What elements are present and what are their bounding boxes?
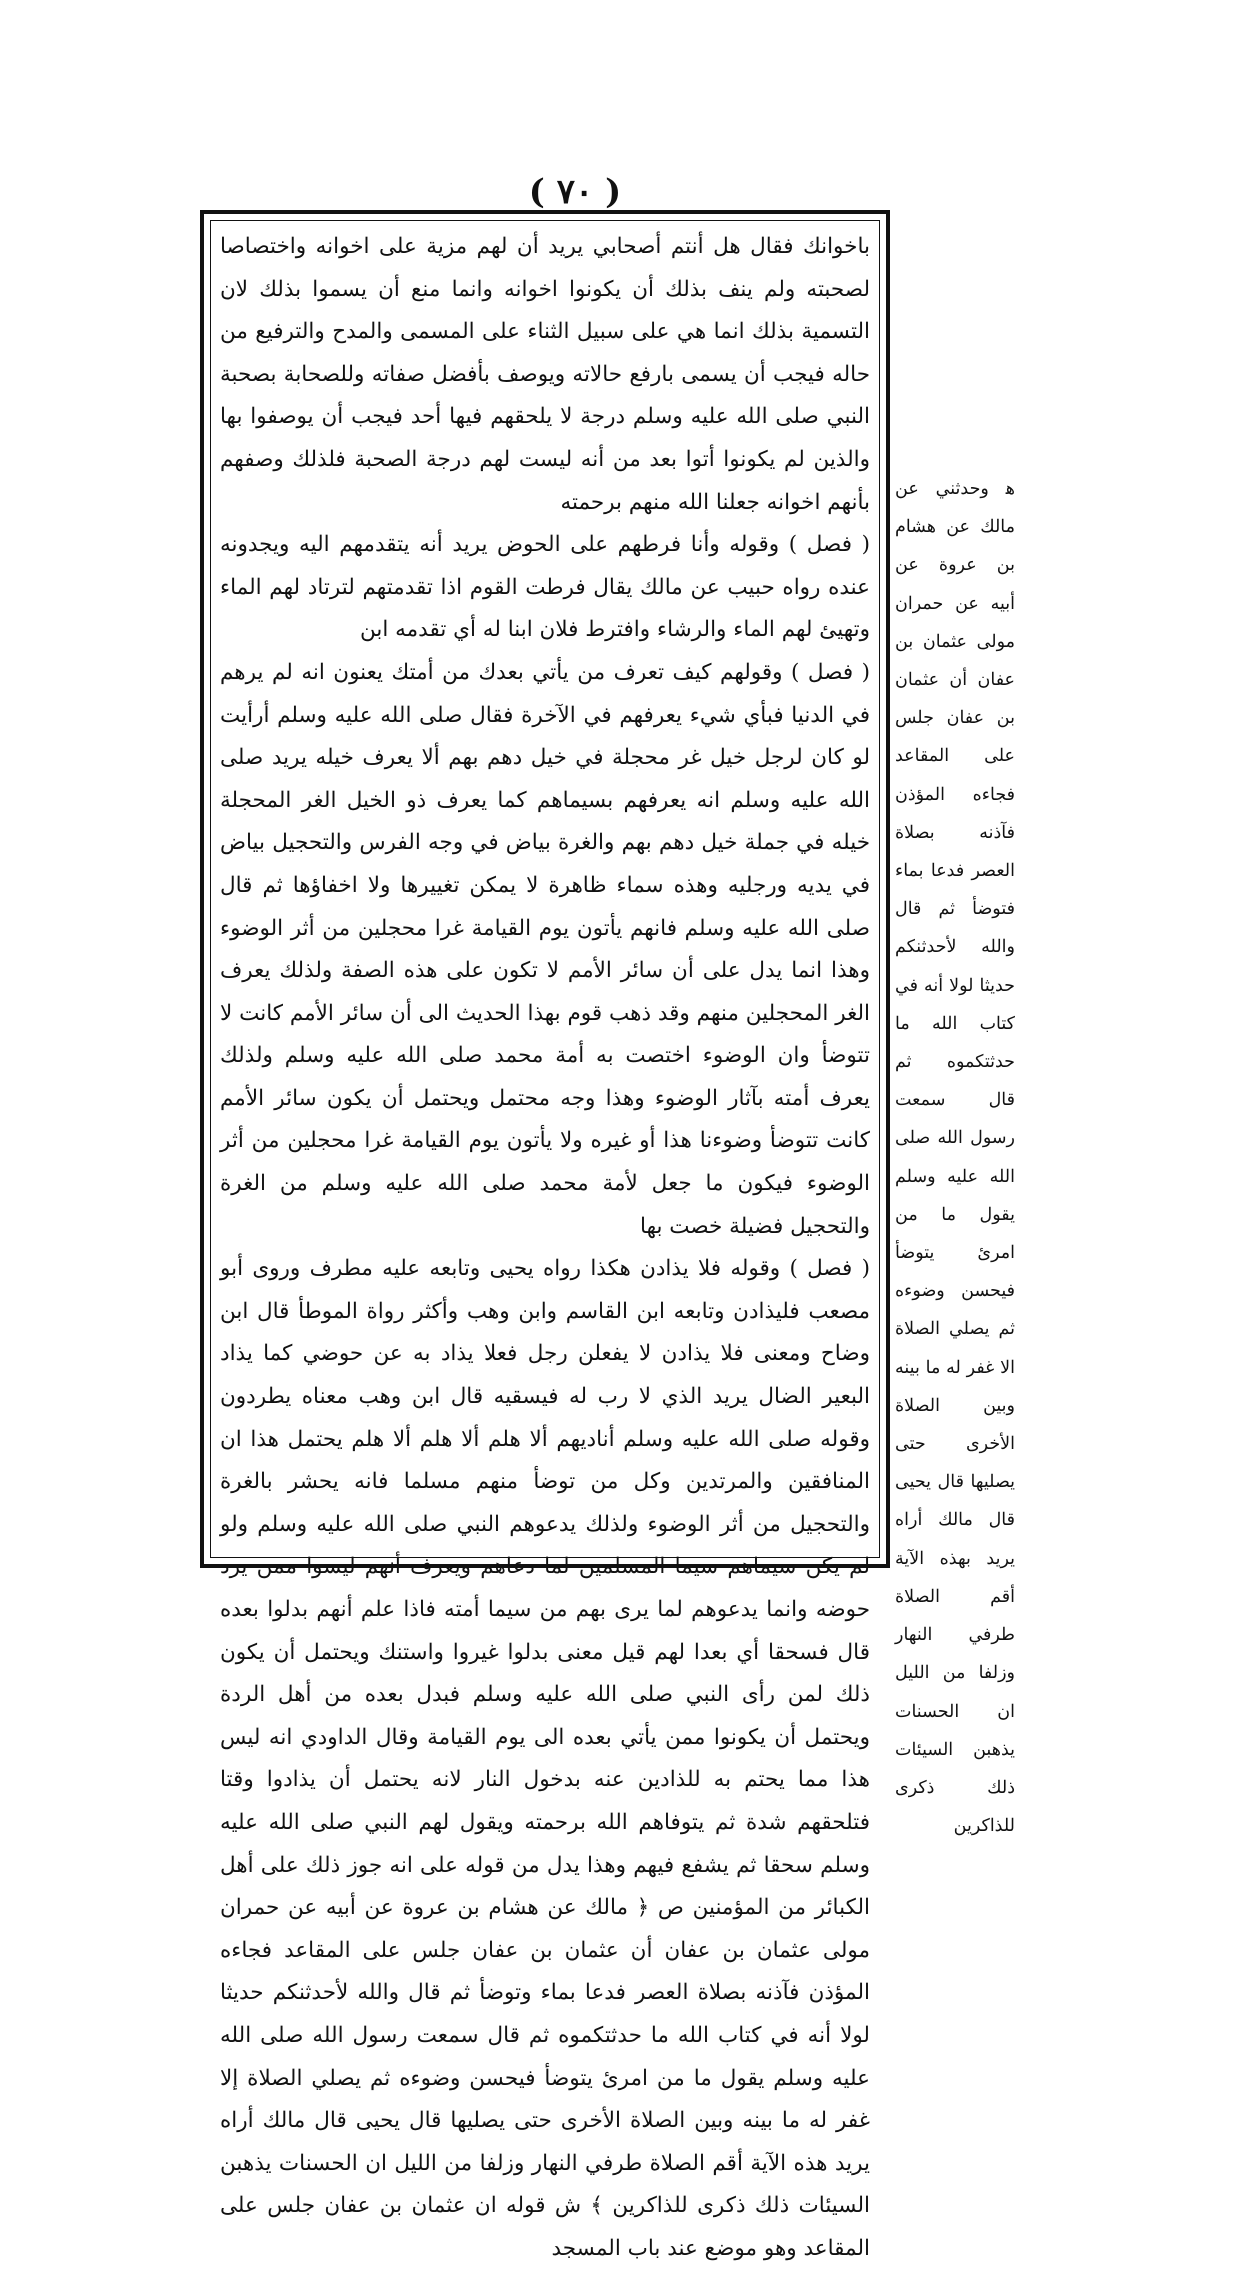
paragraph-ikhwan: باخوانك فقال هل أنتم أصحابي يريد أن لهم مزية على اخوانه واختصاصا لصحبته ولم ينف بذلك أن يكونوا اخوانه وانما منع أن يسموا بذلك لان التسمية بذلك انما هي على سبيل الثناء على المسمى والمدح والترفيع من حاله فيجب أن يسمى بارفع حالاته ويوصف بأفضل صفاته وللصحابة بصحبة النبي صلى الله عليه وسلم درجة لا يلحقهم فيها أحد فيجب أن يوصفوا بها والذين لم يكونوا أتوا بعد من أنه ليست لهم درجة الصحبة فلذلك وصفهم بأنهم اخوانه جعلنا الله منهم برحمته — [220, 234, 870, 515]
page-number: ( ٧٠ ) — [528, 172, 622, 212]
paragraph-yudhadan: ( فصل ) وقوله فلا يذادن هكذا رواه يحيى وتابعه عليه مطرف وروى أبو مصعب فليذادن وتابعه ابن القاسم وابن وهب وأكثر رواة الموطأ قال ابن وضاح ومعنى فلا يذادن لا يفعلن رجل فعلا يذاد به عن حوضي كما يذاد البعير الضال يريد الذي لا رب له فيسقيه قال ابن وهب معناه يطردون وقوله صلى الله عليه وسلم أناديهم ألا هلم ألا هلم ألا هلم يحتمل هذا ان المنافقين والمرتدين وكل من توضأ منهم مسلما فانه يحشر بالغرة والتحجيل من أثر الوضوء ولذلك يدعوهم النبي صلى الله عليه وسلم ولو لم يكن سيماهم سيما المسلمين لما دعاهم ويعرف أنهم ليسوا ممن يرد حوضه وانما يدعوهم لما يرى بهم من سيما أمته فاذا علم أنهم بدلوا بعده قال فسحقا أي بعدا لهم قيل معنى بدلوا غيروا واستنك ويحتمل أن يكون ذلك لمن رأى النبي صلى الله عليه وسلم فبدل بعده من أهل الردة ويحتمل أن يكونوا ممن يأتي بعده الى يوم القيامة وقال الداودي انه ليس هذا مما يحتم به للذادين عنه بدخول النار لانه يحتمل أن يذادوا وقتا فتلحقهم شدة ثم يتوفاهم الله برحمته ويقول لهم النبي صلى الله عليه وسلم سحقا ثم يشفع فيهم وهذا يدل من قوله على انه جوز ذلك على أهل الكبائر من المؤمنين ص ﴿ مالك عن هشام بن عروة عن أبيه عن حمران مولى عثمان بن عفان أن عثمان بن عفان جلس على المقاعد فجاءه المؤذن فآذنه بصلاة العصر فدعا بماء وتوضأ ثم قال والله لأحدثنكم حديثا لولا أنه في كتاب الله ما حدثتكموه ثم قال سمعت رسول الله صلى الله عليه وسلم يقول ما من امرئ يتوضأ فيحسن وضوءه ثم يصلي الصلاة إلا غفر له ما بينه وبين الصلاة الأخرى حتى يصليها قال يحيى قال مالك أراه يريد هذه الآية أقم الصلاة طرفي النهار وزلفا من الليل ان الحسنات يذهبن السيئات ذلك ذكرى للذاكرين ﴾ ش قوله ان عثمان بن عفان جلس على المقاعد وهو موضع عند باب المسجد — [220, 1256, 870, 2261]
main-text-block — [220, 226, 870, 2261]
margin-hadith-text: ﻫ وحدثني عن مالك عن هشام بن عروة عن أبيه عن حمران مولى عثمان بن عفان أن عثمان بن عفان جلس على المقاعد فجاءه المؤذن فآذنه بصلاة العصر فدعا بماء فتوضأ ثم قال والله لأحدثنكم حديثا لولا أنه في كتاب الله ما حدثتكموه ثم قال سمعت رسول الله صلى الله عليه وسلم يقول ما من امرئ يتوضأ فيحسن وضوءه ثم يصلي الصلاة الا غفر له ما بينه وبين الصلاة الأخرى حتى يصليها قال يحيى قال مالك أراه يريد بهذه الآية أقم الصلاة طرفي النهار وزلفا من الليل ان الحسنات يذهبن السيئات ذلك ذكرى للذاكرين — [895, 479, 1015, 1837]
margin-note — [895, 470, 1015, 1837]
paragraph-ghurr-muhajjalin: ( فصل ) وقولهم كيف تعرف من يأتي بعدك من أمتك يعنون انه لم يرهم في الدنيا فبأي شيء يعرفهم في الآخرة فقال صلى الله عليه وسلم أرأيت لو كان لرجل خيل غر محجلة في خيل دهم بهم ألا يعرف خيله يريد صلى الله عليه وسلم انه يعرفهم بسيماهم كما يعرف ذو الخيل الغر المحجلة خيله في جملة خيل دهم بهم والغرة بياض في وجه الفرس والتحجيل بياض في يديه ورجليه وهذه سماء ظاهرة لا يمكن تغييرها ولا اخفاؤها ثم قال صلى الله عليه وسلم فانهم يأتون يوم القيامة غرا محجلين من أثر الوضوء وهذا انما يدل على أن سائر الأمم لا تكون على هذه الصفة ولذلك يعرف الغر المحجلين منهم وقد ذهب قوم بهذا الحديث الى أن سائر الأمم كانت لا تتوضأ وان الوضوء اختصت به أمة محمد صلى الله عليه وسلم ولذلك يعرف أمته بآثار الوضوء وهذا وجه محتمل ويحتمل أن يكون سائر الأمم كانت تتوضأ وضوءنا هذا أو غيره ولا يأتون يوم القيامة غرا محجلين من أثر الوضوء فيكون ما جعل لأمة محمد صلى الله عليه وسلم من الغرة والتحجيل فضيلة خصت بها — [220, 659, 870, 1239]
paragraph-farat: ( فصل ) وقوله وأنا فرطهم على الحوض يريد أنه يتقدمهم اليه ويجدونه عنده رواه حبيب عن مالك يقال فرطت القوم اذا تقدمتهم لترتاد لهم الماء وتهيئ لهم الماء والرشاء وافترط فلان ابنا له أي تقدمه ابن — [220, 532, 870, 643]
